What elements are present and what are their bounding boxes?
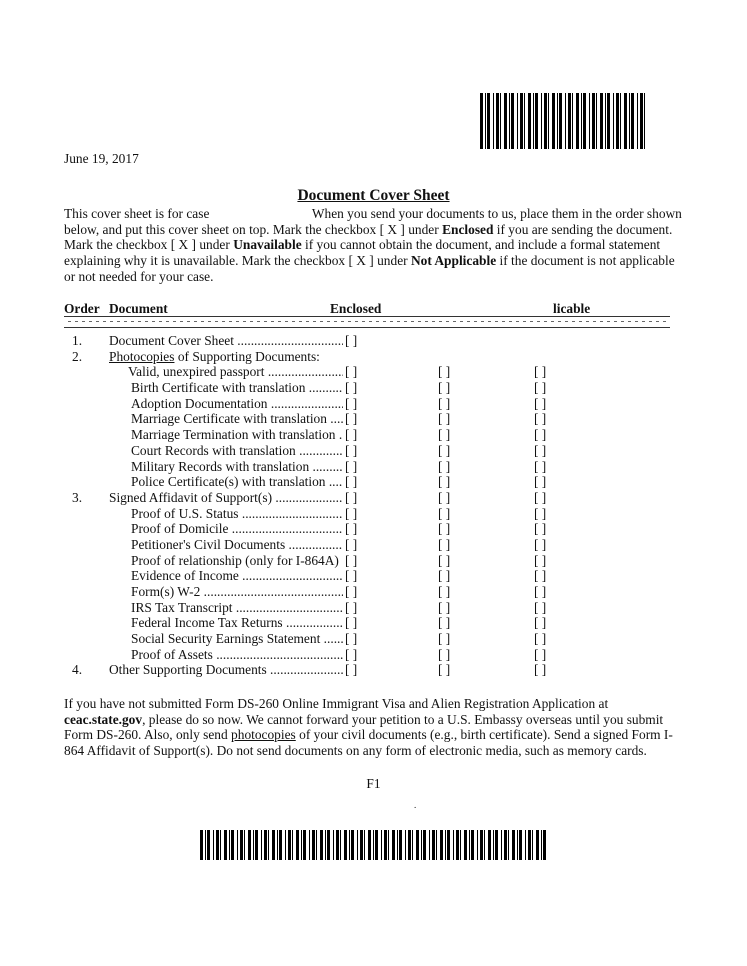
checklist-row xyxy=(0,349,747,365)
enclosed-term: Enclosed xyxy=(442,221,494,237)
not-applicable-checkbox[interactable]: [ ] xyxy=(534,458,547,474)
column-header-order: Order xyxy=(64,301,100,316)
document-label: Proof of Domicile ..... xyxy=(131,521,343,537)
document-label: Social Security Earnings Statement ..... xyxy=(131,631,343,647)
checklist-row xyxy=(0,396,747,412)
enclosed-checkbox[interactable]: [ ] xyxy=(345,599,358,615)
checklist-row xyxy=(0,490,747,506)
not-applicable-checkbox[interactable]: [ ] xyxy=(534,599,547,615)
checklist-row xyxy=(0,615,747,631)
footer-text-1: If you have not submitted Form DS-260 Online Immigrant Visa and Alien Registration Application at xyxy=(64,696,609,711)
header-divider xyxy=(64,316,670,328)
unavailable-checkbox[interactable]: [ ] xyxy=(438,521,451,537)
unavailable-checkbox[interactable]: [ ] xyxy=(438,505,451,521)
unavailable-checkbox[interactable]: [ ] xyxy=(438,646,451,662)
item-number: 1. xyxy=(72,333,83,348)
enclosed-checkbox[interactable]: [ ] xyxy=(345,442,358,458)
document-label: Form(s) W-2 ..... xyxy=(131,584,343,600)
unavailable-checkbox[interactable]: [ ] xyxy=(438,442,451,458)
not-applicable-checkbox[interactable]: [ ] xyxy=(534,584,547,599)
checklist-row xyxy=(0,631,747,647)
not-applicable-checkbox[interactable]: [ ] xyxy=(534,536,547,552)
unavailable-checkbox[interactable]: [ ] xyxy=(438,552,451,568)
item-number: 3. xyxy=(72,489,83,505)
intro-paragraph xyxy=(64,206,684,285)
enclosed-checkbox[interactable]: [ ] xyxy=(345,489,358,505)
checklist-row xyxy=(0,600,747,616)
unavailable-term: Unavailable xyxy=(233,237,302,253)
page-id: F1 xyxy=(366,776,381,791)
ceac-site: ceac.state.gov xyxy=(64,711,143,727)
unavailable-checkbox[interactable]: [ ] xyxy=(438,458,451,474)
not-applicable-checkbox[interactable]: [ ] xyxy=(534,662,547,678)
document-label xyxy=(109,349,343,365)
page-title: Document Cover Sheet xyxy=(297,187,450,204)
not-applicable-checkbox[interactable]: [ ] xyxy=(534,552,547,568)
enclosed-checkbox[interactable]: [ ] xyxy=(345,662,358,678)
enclosed-checkbox[interactable]: [ ] xyxy=(345,380,358,396)
column-header-applicable: licable xyxy=(553,301,591,316)
enclosed-checkbox[interactable]: [ ] xyxy=(345,474,358,490)
enclosed-checkbox[interactable]: [ ] xyxy=(345,552,358,568)
unavailable-checkbox[interactable]: [ ] xyxy=(438,380,451,396)
unavailable-checkbox[interactable]: [ ] xyxy=(438,489,451,505)
footer-text-2: , please do so now. We cannot forward your petition to a U.S. Embassy overseas until you submit Form DS-260. Also, only send xyxy=(64,711,664,743)
not-applicable-checkbox[interactable]: [ ] xyxy=(534,521,547,537)
checklist-row xyxy=(0,537,747,553)
checklist-row xyxy=(0,506,747,522)
barcode-bottom xyxy=(200,830,546,860)
document-label: Marriage Termination with translation ..... xyxy=(131,427,343,443)
checklist-row xyxy=(0,662,747,678)
checklist-row xyxy=(0,568,747,584)
unavailable-checkbox[interactable]: [ ] xyxy=(438,662,451,678)
not-applicable-checkbox[interactable]: [ ] xyxy=(534,364,547,380)
photocopies-term: photocopies xyxy=(231,727,296,743)
not-applicable-checkbox[interactable]: [ ] xyxy=(534,505,547,521)
enclosed-checkbox[interactable]: [ ] xyxy=(345,458,358,474)
not-applicable-checkbox[interactable]: [ ] xyxy=(534,380,547,396)
checklist-row xyxy=(0,380,747,396)
intro-text-1: This cover sheet is for case xyxy=(64,206,210,221)
enclosed-checkbox[interactable]: [ ] xyxy=(345,646,358,662)
document-label: IRS Tax Transcript ..... xyxy=(131,600,343,616)
footer-paragraph xyxy=(64,696,684,759)
enclosed-checkbox[interactable]: [ ] xyxy=(345,333,358,348)
enclosed-checkbox[interactable]: [ ] xyxy=(345,364,358,380)
unavailable-checkbox[interactable]: [ ] xyxy=(438,411,451,427)
unavailable-checkbox[interactable]: [ ] xyxy=(438,615,451,631)
unavailable-checkbox[interactable]: [ ] xyxy=(438,568,451,584)
unavailable-checkbox[interactable]: [ ] xyxy=(438,599,451,615)
unavailable-checkbox[interactable]: [ ] xyxy=(438,474,451,490)
unavailable-checkbox[interactable]: [ ] xyxy=(438,395,451,411)
enclosed-checkbox[interactable]: [ ] xyxy=(345,631,358,647)
document-label: Evidence of Income ..... xyxy=(131,568,343,584)
not-applicable-checkbox[interactable]: [ ] xyxy=(534,568,547,584)
intro-text-2: When you send your documents to us, place them in the order shown below, and put this cover sheet on top. Mark the checkbox [ X ] under xyxy=(64,206,682,237)
not-applicable-term: Not Applicable xyxy=(410,253,497,269)
not-applicable-checkbox[interactable]: [ ] xyxy=(534,489,547,505)
enclosed-checkbox[interactable]: [ ] xyxy=(345,568,358,584)
enclosed-checkbox[interactable]: [ ] xyxy=(345,505,358,521)
checklist-row xyxy=(0,584,747,600)
not-applicable-checkbox[interactable]: [ ] xyxy=(534,474,547,490)
document-label: Police Certificate(s) with translation ..... xyxy=(131,474,343,490)
label-rest: of Supporting Documents: xyxy=(174,348,320,364)
checklist-row xyxy=(0,333,747,349)
column-header-document: Document xyxy=(109,301,168,316)
unavailable-checkbox[interactable]: [ ] xyxy=(438,536,451,552)
document-date: June 19, 2017 xyxy=(64,151,139,166)
checklist-row xyxy=(0,459,747,475)
checklist-row xyxy=(0,553,747,569)
document-label: Proof of Assets ..... xyxy=(131,647,343,663)
barcode-top xyxy=(480,93,648,149)
unavailable-checkbox[interactable]: [ ] xyxy=(438,631,451,647)
stray-dot: . xyxy=(414,800,417,810)
document-label: Proof of relationship (only for I-864A) ..... xyxy=(131,553,343,569)
unavailable-checkbox[interactable]: [ ] xyxy=(438,427,451,443)
not-applicable-checkbox[interactable]: [ ] xyxy=(534,395,547,411)
checklist-row xyxy=(0,411,747,427)
not-applicable-checkbox[interactable]: [ ] xyxy=(534,411,547,427)
not-applicable-checkbox[interactable]: [ ] xyxy=(534,442,547,458)
not-applicable-checkbox[interactable]: [ ] xyxy=(534,631,547,647)
not-applicable-checkbox[interactable]: [ ] xyxy=(534,427,547,443)
item-number: 4. xyxy=(72,662,83,678)
intro-text-4: if you cannot obtain the document, and include a formal statement explaining why it is unavailable. Mark the checkbox [ X ] under xyxy=(64,237,661,269)
enclosed-checkbox[interactable]: [ ] xyxy=(345,615,358,631)
document-label: Adoption Documentation ..... xyxy=(131,396,343,412)
document-label: Proof of U.S. Status ..... xyxy=(131,506,343,522)
enclosed-checkbox[interactable]: [ ] xyxy=(345,411,358,427)
photocopies-label: Photocopies xyxy=(109,348,175,364)
document-label: Birth Certificate with translation ..... xyxy=(131,380,343,396)
document-checklist xyxy=(0,333,747,678)
document-label: Other Supporting Documents ..... xyxy=(109,662,343,678)
intro-text-5: if the document is not applicable or not needed for your case. xyxy=(64,253,675,284)
document-label: Document Cover Sheet ..... xyxy=(109,333,343,349)
checklist-row xyxy=(0,647,747,663)
document-label: Petitioner's Civil Documents ..... xyxy=(131,537,343,553)
document-label: Court Records with translation ..... xyxy=(131,443,343,459)
document-label: Marriage Certificate with translation ..... xyxy=(131,411,343,427)
enclosed-checkbox[interactable]: [ ] xyxy=(345,536,358,552)
item-number: 2. xyxy=(72,348,83,364)
enclosed-checkbox[interactable]: [ ] xyxy=(345,521,358,537)
document-label: Signed Affidavit of Support(s) ..... xyxy=(109,490,343,506)
checklist-row xyxy=(0,443,747,459)
column-header-enclosed: Enclosed xyxy=(330,301,382,316)
unavailable-checkbox[interactable]: [ ] xyxy=(438,364,451,380)
checklist-row xyxy=(0,521,747,537)
document-label: Military Records with translation ..... xyxy=(131,459,343,475)
unavailable-checkbox[interactable]: [ ] xyxy=(438,584,451,599)
footer-text-3: of your civil documents (e.g., birth certificate). Send a signed Form I-864 Affidavit of Support(s). Do not send documents on any form of electronic media, such as memory cards. xyxy=(64,727,673,759)
checklist-row xyxy=(0,364,747,380)
not-applicable-checkbox[interactable]: [ ] xyxy=(534,615,547,631)
enclosed-checkbox[interactable]: [ ] xyxy=(345,584,358,599)
checklist-row xyxy=(0,427,747,443)
checklist-row xyxy=(0,474,747,490)
enclosed-checkbox[interactable]: [ ] xyxy=(345,427,358,443)
intro-text-3: if you are sending the document. Mark the checkbox [ X ] under xyxy=(64,221,673,253)
enclosed-checkbox[interactable]: [ ] xyxy=(345,395,358,411)
document-label: Valid, unexpired passport ..... xyxy=(128,364,343,380)
not-applicable-checkbox[interactable]: [ ] xyxy=(534,646,547,662)
document-label: Federal Income Tax Returns ..... xyxy=(131,615,343,631)
